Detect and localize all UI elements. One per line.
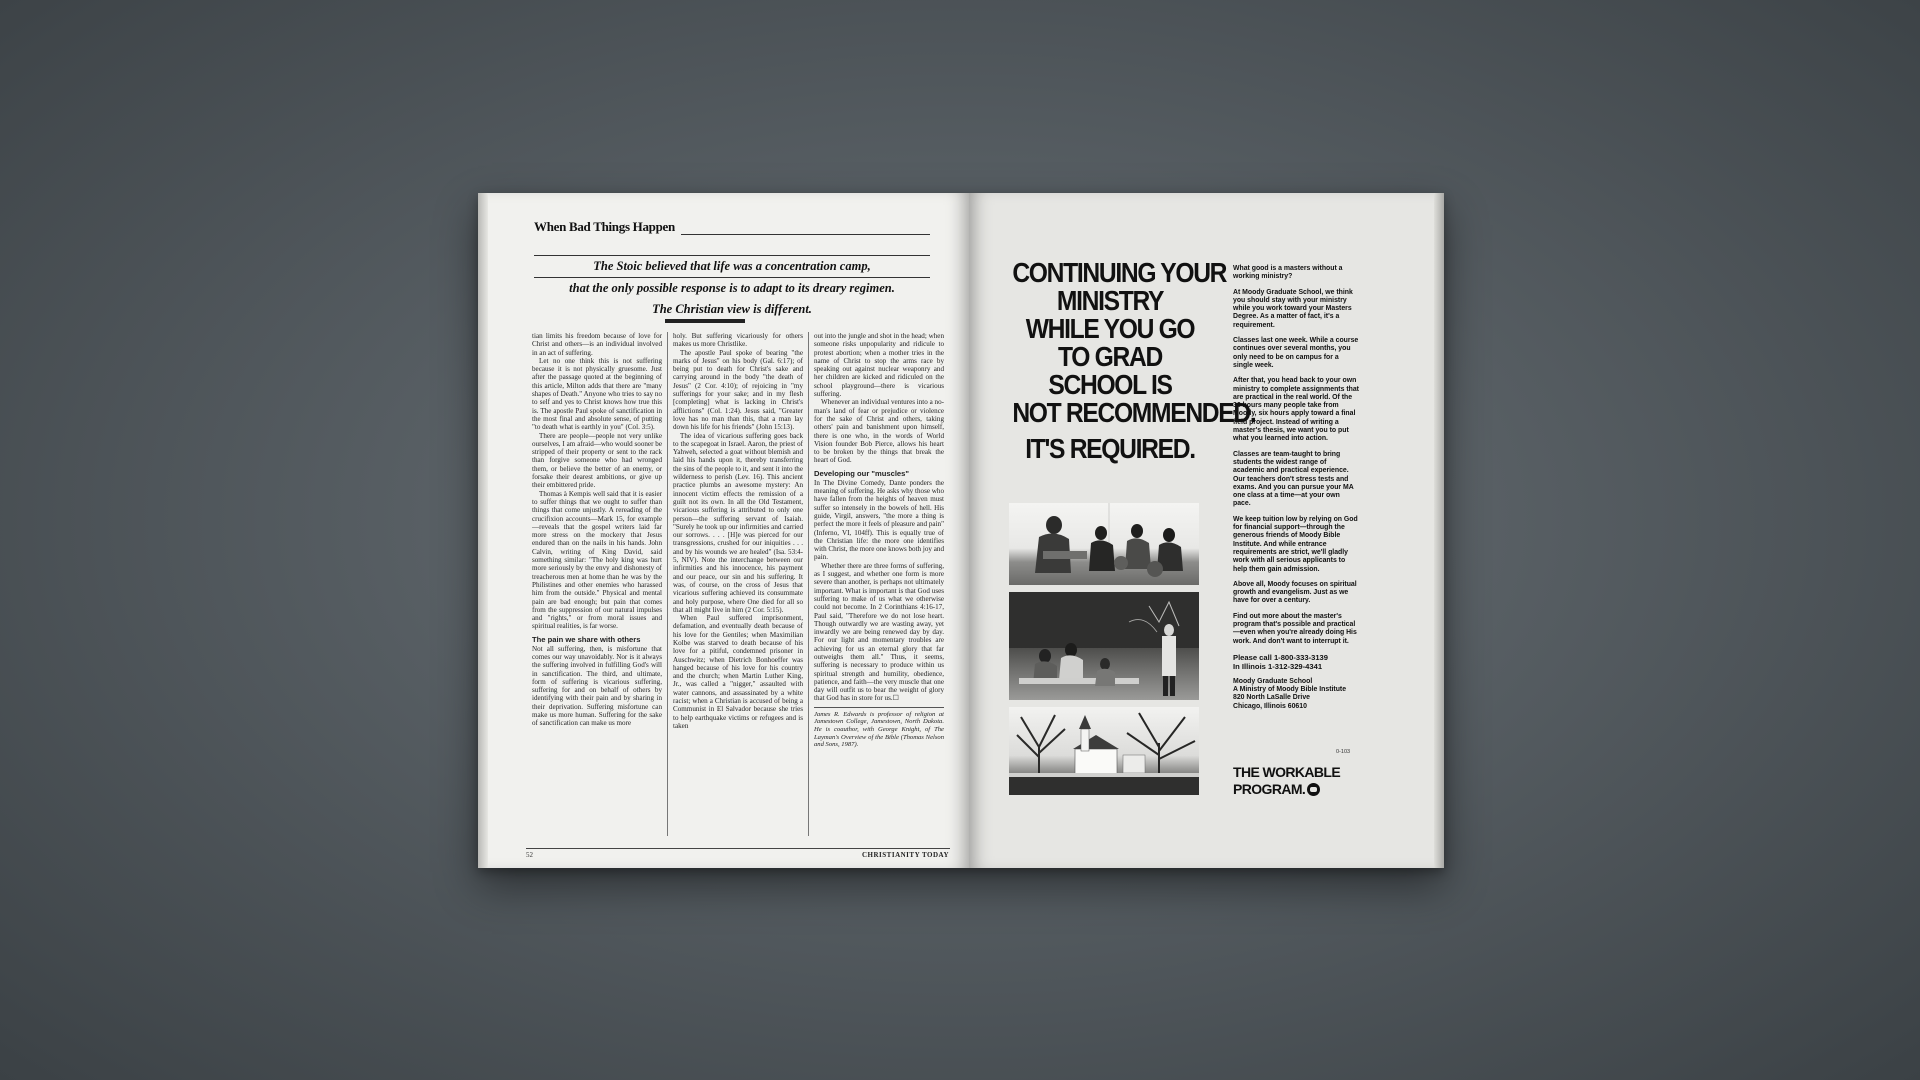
headline-line: IT'S REQUIRED. [1025, 433, 1195, 464]
headline-line: NOT RECOMMENDED. [1012, 397, 1256, 428]
text-column-1 [532, 332, 662, 836]
subhead: Developing our "muscles" [814, 468, 909, 478]
tagline-line-2 [1233, 781, 1359, 798]
mailing-address [1233, 678, 1359, 711]
paragraph [814, 562, 944, 703]
column-rule [667, 332, 668, 836]
photo-classroom-lecture [1009, 592, 1199, 700]
paragraph: In The Divine Comedy, Dante ponders the meaning of suffering. He asks why those who have fallen from the heights of heaven must suffer so intensely in the bowels of hell. His guide, Virgil, answers, "the more a thing is perfect the more it feels of pleasure and pain" (Inferno, VI, 104ff). This is equally true of the Christian life: the more one identifies with Christ, the more one knows both joy and pain. [814, 478, 944, 562]
phone-national: Please call 1-800-333-3139 [1233, 652, 1328, 662]
footer-rule [526, 848, 950, 849]
author-bio: James R. Edwards is professor of religion at Jamestown College, Jamestown, North Dakota. He is coauthor, with George Knight, of The Layman's Overview of the Bible (Thomas Nelson and Sons, 1987). [814, 707, 944, 749]
column-rule [808, 332, 809, 836]
photo-classroom-discussion [1009, 503, 1199, 585]
text-column-3 [814, 332, 944, 836]
ad-paragraph: Above all, Moody focuses on spiritual growth and evangelism. Just as we have for over a century. [1233, 580, 1357, 605]
headline-line: TO GRAD [1058, 341, 1162, 372]
phone-illinois: In Illinois 1-312-329-4341 [1233, 661, 1323, 671]
left-page [478, 193, 969, 868]
ad-paragraph: Classes last one week. While a course continues over several months, you only need to be on campus for a single week. [1233, 337, 1359, 369]
paragraph: Not all suffering, then, is misfortune that comes our way unavoidably. Nor is it always the suffering involved in fulfilling God's will in sanctification. The third, and ultimate, form of suffering is vicarious suffering, suffering for and on behalf of others by identifying with their pain and by sharing in their deprivation. Suffering misfortune can make us more human. Suffering for the sake of sanctification can make us more [532, 644, 662, 728]
moody-logo-icon [1307, 783, 1320, 796]
right-page [969, 193, 1444, 868]
pullquote-rule [665, 319, 745, 323]
address-line: 820 North LaSalle Drive [1233, 694, 1310, 702]
ad-paragraph: Classes are team-taught to bring students the widest range of academic and practical experience. Our teachers don't stress tests and exams. And you can pursue your MA one class at a time—at your own pace. [1233, 450, 1354, 508]
ad-code: 0-103 [1336, 749, 1351, 755]
photo-rural-church [1009, 707, 1199, 795]
headline-line: SCHOOL IS [1048, 369, 1172, 400]
paragraph: Let no one think this is not suffering because it is not physically gruesome. Just after the passage quoted at the beginning of this article, Milton adds that there are "many shapes of Death." Anyone who tries to say no to self and yes to Christ knows how true this is. The apostle Paul spoke of sanctification in the most final and absolute sense, of putting "to death what is earthly in you" (Col. 3:5). [532, 356, 662, 432]
headline-line: CONTINUING YOUR [1012, 257, 1227, 288]
pullquote-line: The Stoic believed that life was a concentration camp, [534, 255, 930, 277]
pullquote-line: The Christian view is different. [652, 302, 812, 316]
address-line: A Ministry of Moody Bible Institute [1233, 686, 1347, 694]
running-head-title: When Bad Things Happen [534, 219, 681, 235]
address-line: Moody Graduate School [1233, 677, 1313, 685]
photo-classroom-lecture-art [1009, 592, 1199, 700]
headline-line: MINISTRY [1056, 285, 1164, 316]
paragraph: holy. But suffering vicariously for others makes us more Christlike. [673, 332, 803, 349]
ad-paragraph: At Moody Graduate School, we think you should stay with your ministry while you work toward your Masters Degree. As a matter of fact, it's a requirement. [1233, 288, 1353, 329]
ad-tagline [1233, 764, 1359, 798]
magazine-name: CHRISTIANITY TODAY [862, 851, 949, 859]
headline-line: WHILE YOU GO [1025, 313, 1195, 344]
phone-numbers [1233, 653, 1359, 671]
paragraph: Thomas à Kempis well said that it is easier to suffer things that we ought to suffer than things that come unjustly. A rereading of the crucifixion accounts—Mark 15, for example—reveals that the gospel writers laid far more stress on the mockery that Jesus endured than on the nails in his hands. John Calvin, writing of King David, said something similar: "The holy king was hurt more seriously by the envy and dishonesty of treacherous men at home than he was by the Philistines and other enemies who harassed him from the outside." Physical and mental pain are bad enough; but pain that comes from the suppression of our natural impulses and "rights," or from moral issues and spiritual realities, is far worse. [532, 489, 662, 631]
page-number: 52 [526, 851, 533, 859]
paragraph: The idea of vicarious suffering goes back to the scapegoat in Israel. Aaron, the priest of Yahweh, selected a goat without blemish and laid his hands upon it, thereby transferring the sins of the people to it, and sent it into the wilderness to perish (Lev. 16). This ancient practice plumbs an awesome mystery: An innocent victim effects the remission of a guilt not its own. In all the Old Testament, vicarious suffering is attributed to only one person—the suffering servant of Isaiah. "Surely he took up our infirmities and carried our sorrows. . . . [H]e was pierced for our transgressions, crushed for our iniquities . . . and by his wounds we are healed" (Isa. 53:4-5, NIV). Note the interchange between our infirmities and his innocence, his payment and our peace, our sin and his suffering. It was, of course, on the cross of Jesus that vicarious suffering achieved its consummate and holy purpose, where One died for all so that all might live in him (2 Cor. 5:15). [673, 431, 803, 614]
end-mark: ☐ [892, 694, 899, 703]
pullquote [534, 255, 930, 320]
subhead: The pain we share with others [532, 634, 641, 644]
paragraph-text: Whether there are three forms of suffering, as I suggest, and whether one form is more severe than another, is perhaps not ultimately important. What is important is that God uses suffering to make of us what we otherwise could not become. In 2 Corinthians 4:16-17, Paul said, "Therefore we do not lose heart. Though outwardly we are wasting away, yet inwardly we are being renewed day by day. For our light and momentary troubles are achieving for us an eternal glory that far outweighs them all." Thus, it seems, suffering is necessary to produce within us spiritual strength and humility, obedience, patience, and faith—the very muscle that one day will outfit us to bear the weight of glory that God has in store for us. [814, 561, 944, 703]
paragraph: There are people—people not very unlike ourselves, I am afraid—who would sooner be stripped of their property or sent to the rack than forgive someone who had wronged them, or believe the better of an enemy, or forsake their dearest ambitions, or give up their embittered pride. [532, 431, 662, 490]
paragraph: Whenever an individual ventures into a no-man's land of fear or prejudice or violence for the sake of Christ and others, taking others' pain and banishment upon himself, there is one who, in the words of World Vision founder Bob Pierce, allows his heart to be broken by the things that break the heart of God. [814, 398, 944, 465]
address-line: Chicago, Illinois 60610 [1233, 702, 1307, 710]
ad-paragraph: What good is a masters without a working ministry? [1233, 265, 1343, 281]
ad-paragraph: Find out more about the master's program that's possible and practical—even when you're already doing His work. And don't want to interrupt it. [1233, 612, 1357, 645]
photo-classroom-discussion-art [1009, 503, 1199, 585]
text-column-2 [673, 332, 803, 836]
paragraph: tian limits his freedom because of love for Christ and others—is an individual involved in an act of suffering. [532, 332, 662, 357]
pullquote-line: that the only possible response is to adapt to its dreary regimen. [534, 277, 930, 299]
ad-body-copy [1233, 265, 1359, 718]
ad-paragraph: After that, you head back to your own ministry to complete assignments that are practical in the real world. Of the 36 hours many people take from Moody, six hours apply toward a final field project. Instead of writing a master's thesis, we want you to put what you learned into action. [1233, 377, 1359, 443]
magazine-spread [478, 193, 1444, 868]
paragraph: The apostle Paul spoke of bearing "the marks of Jesus" on his body (Gal. 6:17); of being put to death for Christ's sake and carrying around in the body "the death of Jesus" (2 Cor. 4:10); of rejoicing in "my sufferings for your sake; and in my flesh [completing] what is lacking in Christ's afflictions" (Col. 1:24). Jesus said, "Greater love has no man than this, that a man lay down his life for his friends" (John 15:13). [673, 348, 803, 432]
page-edge [1434, 193, 1444, 868]
tagline-line: THE WORKABLE [1233, 764, 1341, 780]
paragraph: out into the jungle and shot in the head; when someone risks unpopularity and ridicule to protest abortion; when a mother tries in the name of Christ to stop the arms race by speaking out against nuclear weaponry and her children are kicked and ridiculed on the school playground—there is vicarious suffering. [814, 332, 944, 399]
ad-headline [1012, 257, 1256, 464]
page-edge [478, 193, 488, 868]
paragraph: When Paul suffered imprisonment, defamation, and eventually death because of his love for the Gentiles; when Maximilian Kolbe was starved to death because of his love for a pitiful, condemned prisoner in Auschwitz; when Dietrich Bonhoeffer was hanged because of his love for his country and the church; when Martin Luther King, Jr., was called a "nigger," assaulted with water cannons, and assassinated by a white racist; when a Christian is accused of being a Communist in El Salvador because she tries to help earthquake victims or refugees and is taken [673, 614, 803, 730]
ad-paragraph: We keep tuition low by relying on God for financial support—through the generous friends of Moody Bible Institute. And while entrance requirements are strict, we'll gladly work with all serious applicants to help them gain admission. [1233, 515, 1358, 573]
tagline-text: PROGRAM. [1233, 781, 1306, 797]
running-head [534, 218, 930, 235]
photo-rural-church-art [1009, 707, 1199, 795]
